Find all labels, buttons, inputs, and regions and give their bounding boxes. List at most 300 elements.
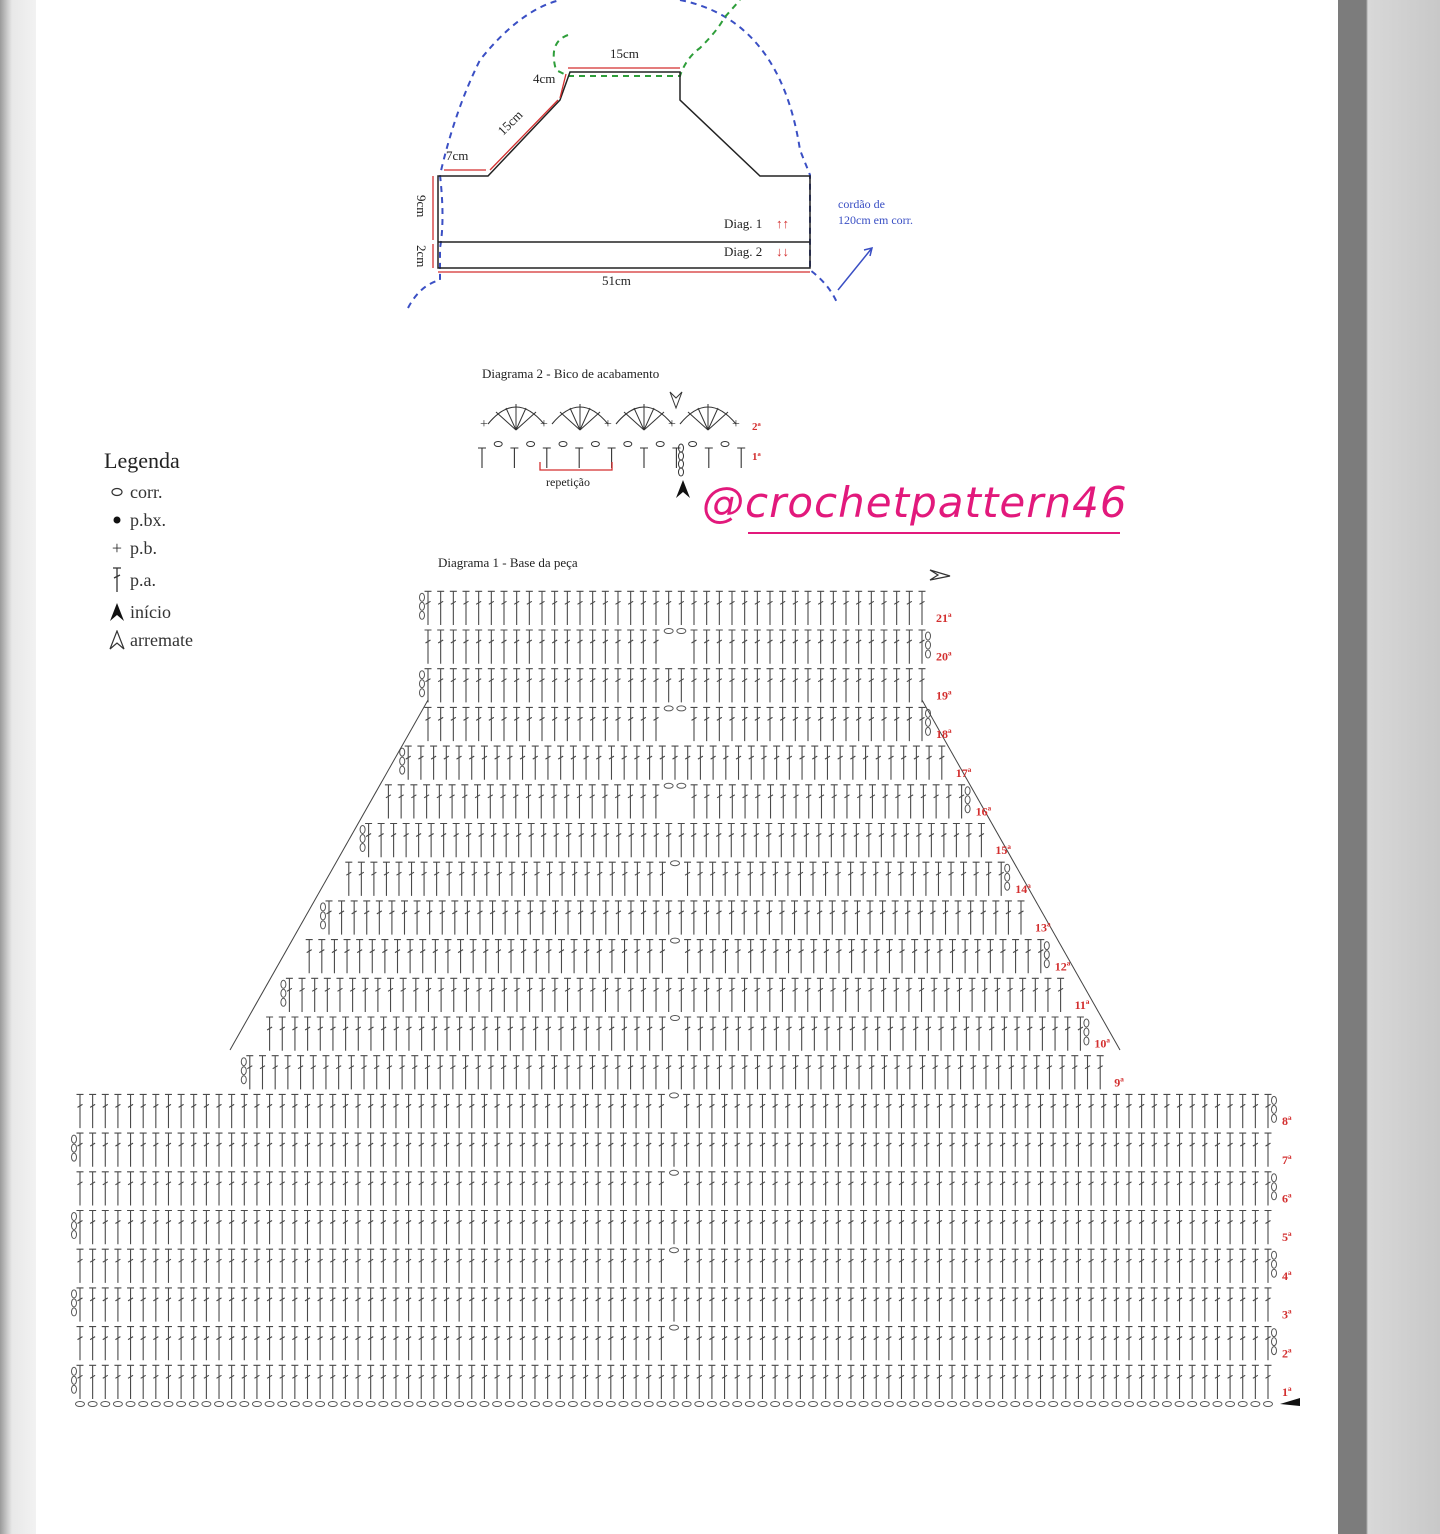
- treble-stitch: [830, 591, 837, 625]
- treble-stitch: [461, 785, 468, 819]
- treble-stitch: [849, 746, 856, 780]
- treble-stitch: [476, 978, 483, 1012]
- treble-stitch: [450, 669, 457, 703]
- row-label-15: 15ª: [995, 843, 1012, 858]
- treble-stitch: [77, 1211, 84, 1245]
- treble-stitch: [1050, 1211, 1057, 1245]
- treble-stitch: [342, 1327, 349, 1361]
- treble-stitch: [1062, 1327, 1069, 1361]
- treble-stitch: [881, 707, 888, 741]
- treble-stitch: [981, 978, 988, 1012]
- foundation-chain: [884, 1402, 893, 1407]
- treble-stitch: [716, 707, 723, 741]
- treble-stitch: [792, 707, 799, 741]
- treble-stitch: [464, 901, 471, 935]
- foundation-chain: [303, 1402, 312, 1407]
- treble-stitch: [873, 1211, 880, 1245]
- turning-chain: [72, 1144, 77, 1152]
- treble-stitch: [1227, 1094, 1234, 1128]
- treble-stitch: [835, 1172, 842, 1206]
- treble-stitch: [228, 1249, 235, 1283]
- treble-stitch: [1239, 1094, 1246, 1128]
- diag2-label: Diag. 2: [724, 244, 763, 259]
- treble-stitch: [456, 1327, 463, 1361]
- treble-stitch: [935, 862, 942, 896]
- treble-stitch: [443, 1365, 450, 1399]
- treble-stitch: [446, 862, 453, 896]
- treble-stitch: [203, 1249, 210, 1283]
- treble-stitch: [1057, 978, 1064, 1012]
- foundation-chain: [556, 1402, 565, 1407]
- treble-stitch: [765, 824, 772, 858]
- treble-stitch: [1227, 1327, 1234, 1361]
- treble-stitch: [703, 630, 710, 664]
- treble-stitch: [1176, 1327, 1183, 1361]
- treble-stitch: [620, 1365, 627, 1399]
- treble-stitch: [922, 862, 929, 896]
- treble-stitch: [544, 1288, 551, 1322]
- treble-stitch: [867, 978, 874, 1012]
- treble-stitch: [1201, 1249, 1208, 1283]
- treble-stitch: [856, 785, 863, 819]
- treble-stitch: [911, 1249, 918, 1283]
- treble-stitch: [595, 1133, 602, 1167]
- treble-stitch: [317, 1172, 324, 1206]
- treble-stitch: [653, 591, 660, 625]
- treble-stitch: [965, 824, 972, 858]
- foundation-chain: [278, 1402, 287, 1407]
- treble-stitch: [329, 1249, 336, 1283]
- treble-stitch: [385, 785, 392, 819]
- treble-stitch: [291, 1017, 298, 1051]
- treble-stitch: [228, 1133, 235, 1167]
- treble-stitch: [767, 707, 774, 741]
- treble-stitch: [418, 1017, 425, 1051]
- treble-stitch: [754, 630, 761, 664]
- treble-stitch: [355, 1288, 362, 1322]
- treble-stitch: [1201, 1365, 1208, 1399]
- treble-stitch: [531, 1327, 538, 1361]
- foundation-chain: [391, 1402, 400, 1407]
- foundation-chain: [758, 1402, 767, 1407]
- treble-stitch: [569, 1249, 576, 1283]
- treble-stitch: [665, 1056, 672, 1090]
- treble-stitch: [721, 1133, 728, 1167]
- treble-stitch: [810, 1133, 817, 1167]
- treble-stitch: [471, 862, 478, 896]
- edging-fan-spoke: [688, 412, 708, 430]
- treble-stitch: [855, 630, 862, 664]
- treble-stitch: [565, 824, 572, 858]
- foundation-chain: [189, 1402, 198, 1407]
- treble-stitch: [887, 746, 894, 780]
- foundation-chain: [227, 1402, 236, 1407]
- treble-stitch: [152, 1211, 159, 1245]
- treble-stitch: [1176, 1172, 1183, 1206]
- treble-stitch: [602, 1056, 609, 1090]
- treble-stitch: [645, 1288, 652, 1322]
- treble-stitch: [279, 1017, 286, 1051]
- treble-stitch: [1138, 1094, 1145, 1128]
- treble-stitch: [949, 1288, 956, 1322]
- treble-stitch: [1033, 1056, 1040, 1090]
- edging-treble: [543, 448, 551, 468]
- treble-stitch: [837, 746, 844, 780]
- treble-stitch: [494, 1094, 501, 1128]
- treble-stitch: [527, 901, 534, 935]
- treble-stitch: [684, 862, 691, 896]
- treble-stitch: [831, 785, 838, 819]
- treble-stitch: [835, 1133, 842, 1167]
- treble-stitch: [291, 1172, 298, 1206]
- foundation-chain: [518, 1402, 527, 1407]
- treble-stitch: [893, 630, 900, 664]
- treble-stitch: [784, 1327, 791, 1361]
- treble-stitch: [506, 1172, 513, 1206]
- treble-stitch: [329, 1133, 336, 1167]
- treble-stitch: [1012, 1133, 1019, 1167]
- treble-stitch: [974, 940, 981, 974]
- treble-stitch: [936, 1133, 943, 1167]
- treble-stitch: [621, 940, 628, 974]
- treble-stitch: [708, 1211, 715, 1245]
- treble-stitch: [514, 901, 521, 935]
- treble-stitch: [539, 591, 546, 625]
- treble-stitch: [1075, 1288, 1082, 1322]
- treble-stitch: [140, 1172, 147, 1206]
- treble-stitch: [906, 591, 913, 625]
- treble-stitch: [640, 630, 647, 664]
- treble-stitch: [430, 1133, 437, 1167]
- treble-stitch: [544, 1211, 551, 1245]
- treble-stitch: [760, 1017, 767, 1051]
- garment-schematic: [408, 0, 913, 308]
- treble-stitch: [127, 1365, 134, 1399]
- treble-stitch: [882, 785, 889, 819]
- treble-stitch: [633, 1288, 640, 1322]
- turning-chain: [241, 1058, 246, 1066]
- treble-stitch: [734, 1133, 741, 1167]
- treble-stitch: [577, 669, 584, 703]
- treble-stitch: [1239, 1211, 1246, 1245]
- treble-stitch: [907, 785, 914, 819]
- treble-stitch: [603, 824, 610, 858]
- turning-chain: [400, 757, 405, 765]
- treble-stitch: [754, 591, 761, 625]
- diagram1-base: [72, 555, 1301, 1407]
- treble-stitch: [481, 1249, 488, 1283]
- treble-stitch: [582, 1133, 589, 1167]
- treble-stitch: [792, 1056, 799, 1090]
- treble-stitch: [1100, 1094, 1107, 1128]
- treble-stitch: [595, 1288, 602, 1322]
- treble-stitch: [595, 1249, 602, 1283]
- treble-stitch: [380, 1211, 387, 1245]
- treble-stitch: [1037, 1211, 1044, 1245]
- treble-stitch: [797, 1365, 804, 1399]
- treble-stitch: [746, 1211, 753, 1245]
- treble-stitch: [329, 1288, 336, 1322]
- treble-stitch: [351, 901, 358, 935]
- treble-stitch: [481, 1288, 488, 1322]
- edging-treble: [705, 448, 713, 468]
- treble-stitch: [1138, 1211, 1145, 1245]
- treble-stitch: [178, 1365, 185, 1399]
- treble-stitch: [936, 1288, 943, 1322]
- treble-stitch: [615, 901, 622, 935]
- treble-stitch: [506, 1249, 513, 1283]
- treble-stitch: [627, 978, 634, 1012]
- treble-stitch: [917, 901, 924, 935]
- treble-stitch: [811, 746, 818, 780]
- treble-stitch: [1100, 1211, 1107, 1245]
- treble-stitch: [1012, 1094, 1019, 1128]
- treble-stitch: [615, 824, 622, 858]
- foundation-chain: [480, 1402, 489, 1407]
- treble-stitch: [873, 1288, 880, 1322]
- row-label-12: 12ª: [1054, 959, 1071, 974]
- treble-stitch: [291, 1094, 298, 1128]
- treble-stitch: [772, 940, 779, 974]
- treble-stitch: [784, 862, 791, 896]
- treble-stitch: [760, 940, 767, 974]
- foundation-chain: [429, 1402, 438, 1407]
- treble-stitch: [784, 1094, 791, 1128]
- treble-stitch: [127, 1094, 134, 1128]
- treble-stitch: [253, 1211, 260, 1245]
- treble-stitch: [746, 1288, 753, 1322]
- treble-stitch: [911, 1211, 918, 1245]
- treble-stitch: [1084, 1056, 1091, 1090]
- treble-stitch: [428, 824, 435, 858]
- treble-stitch: [615, 669, 622, 703]
- treble-stitch: [865, 824, 872, 858]
- treble-stitch: [955, 901, 962, 935]
- treble-stitch: [772, 1133, 779, 1167]
- up-arrows-icon: ↑↑: [776, 216, 789, 231]
- treble-stitch: [551, 978, 558, 1012]
- treble-stitch: [1265, 1211, 1272, 1245]
- treble-stitch: [481, 746, 488, 780]
- treble-stitch: [1024, 1249, 1031, 1283]
- turning-chain: [420, 602, 425, 610]
- treble-stitch: [253, 1249, 260, 1283]
- treble-stitch: [506, 1094, 513, 1128]
- treble-stitch: [741, 1056, 748, 1090]
- treble-stitch: [658, 1365, 665, 1399]
- treble-stitch: [437, 591, 444, 625]
- treble-stitch: [696, 1133, 703, 1167]
- treble-stitch: [784, 1249, 791, 1283]
- treble-stitch: [513, 669, 520, 703]
- treble-stitch: [640, 591, 647, 625]
- treble-stitch: [609, 862, 616, 896]
- treble-stitch: [683, 1365, 690, 1399]
- treble-stitch: [653, 669, 660, 703]
- treble-stitch: [1075, 1249, 1082, 1283]
- treble-stitch: [589, 1056, 596, 1090]
- treble-stitch: [77, 1133, 84, 1167]
- treble-stitch: [595, 1327, 602, 1361]
- treble-stitch: [645, 1094, 652, 1128]
- treble-stitch: [322, 1056, 329, 1090]
- treble-stitch: [615, 591, 622, 625]
- treble-stitch: [443, 1094, 450, 1128]
- treble-stitch: [1138, 1365, 1145, 1399]
- chain-oval-icon: [104, 487, 130, 497]
- treble-stitch: [165, 1288, 172, 1322]
- treble-stitch: [728, 901, 735, 935]
- treble-stitch: [1189, 1211, 1196, 1245]
- treble-stitch: [228, 1365, 235, 1399]
- treble-stitch: [967, 901, 974, 935]
- treble-stitch: [1025, 940, 1032, 974]
- treble-stitch: [494, 1172, 501, 1206]
- treble-stitch: [380, 1327, 387, 1361]
- treble-stitch: [999, 1211, 1006, 1245]
- treble-stitch: [948, 862, 955, 896]
- treble-stitch: [589, 669, 596, 703]
- treble-stitch: [279, 1327, 286, 1361]
- treble-stitch: [961, 1094, 968, 1128]
- diagram1-title: Diagrama 1 - Base da peça: [438, 555, 578, 570]
- treble-stitch: [621, 862, 628, 896]
- treble-stitch: [342, 1017, 349, 1051]
- treble-stitch: [708, 1365, 715, 1399]
- treble-stitch: [708, 1133, 715, 1167]
- treble-stitch: [1151, 1094, 1158, 1128]
- treble-stitch: [703, 824, 710, 858]
- treble-stitch: [684, 940, 691, 974]
- treble-stitch: [780, 785, 787, 819]
- treble-stitch: [378, 824, 385, 858]
- treble-stitch: [721, 1365, 728, 1399]
- treble-stitch: [1176, 1365, 1183, 1399]
- treble-stitch: [1052, 1017, 1059, 1051]
- treble-stitch: [394, 940, 401, 974]
- treble-stitch: [335, 1056, 342, 1090]
- treble-stitch: [759, 1172, 766, 1206]
- treble-stitch: [317, 1017, 324, 1051]
- edging-chain: [721, 442, 729, 447]
- treble-stitch: [873, 1094, 880, 1128]
- treble-stitch: [772, 862, 779, 896]
- turning-chain: [360, 835, 365, 843]
- treble-stitch: [721, 1327, 728, 1361]
- treble-stitch: [266, 1249, 273, 1283]
- shaping-edge: [922, 700, 1120, 1050]
- treble-stitch: [1252, 1172, 1259, 1206]
- treble-stitch: [1252, 1211, 1259, 1245]
- treble-stitch: [936, 1172, 943, 1206]
- treble-stitch: [742, 785, 749, 819]
- treble-stitch: [999, 1365, 1006, 1399]
- treble-stitch: [1088, 1211, 1095, 1245]
- treble-stitch: [823, 940, 830, 974]
- treble-stitch: [526, 591, 533, 625]
- treble-stitch: [1201, 1094, 1208, 1128]
- treble-stitch: [456, 1288, 463, 1322]
- treble-stitch: [253, 1133, 260, 1167]
- treble-stitch: [958, 785, 965, 819]
- treble-stitch: [923, 1133, 930, 1167]
- treble-stitch: [868, 591, 875, 625]
- treble-stitch: [817, 1056, 824, 1090]
- treble-stitch: [1239, 1172, 1246, 1206]
- treble-stitch: [919, 707, 926, 741]
- foundation-chain: [177, 1402, 186, 1407]
- treble-stitch: [595, 1172, 602, 1206]
- treble-stitch: [974, 1249, 981, 1283]
- chain-stitch: [670, 1325, 679, 1330]
- treble-stitch: [418, 1094, 425, 1128]
- dim-slope: 15cm: [494, 107, 526, 139]
- treble-stitch: [640, 785, 647, 819]
- treble-stitch: [602, 630, 609, 664]
- treble-stitch: [1227, 1288, 1234, 1322]
- treble-stitch: [453, 824, 460, 858]
- treble-stitch: [190, 1249, 197, 1283]
- treble-stitch: [881, 669, 888, 703]
- treble-stitch: [928, 824, 935, 858]
- treble-stitch: [828, 824, 835, 858]
- turning-chain: [420, 680, 425, 688]
- row-labels: [936, 611, 1292, 1399]
- treble-stitch: [627, 1056, 634, 1090]
- treble-stitch: [708, 1249, 715, 1283]
- edging-row-2-label: 2ª: [752, 421, 761, 433]
- treble-stitch: [463, 978, 470, 1012]
- treble-stitch: [987, 940, 994, 974]
- treble-stitch: [759, 1211, 766, 1245]
- treble-stitch: [678, 824, 685, 858]
- treble-stitch: [822, 1288, 829, 1322]
- treble-stitch: [520, 940, 527, 974]
- foundation-chain: [467, 1402, 476, 1407]
- treble-stitch: [1214, 1249, 1221, 1283]
- treble-stitch: [539, 630, 546, 664]
- treble-stitch: [329, 1365, 336, 1399]
- treble-stitch: [468, 1249, 475, 1283]
- treble-stitch: [929, 901, 936, 935]
- turning-chain: [360, 844, 365, 852]
- treble-stitch: [804, 978, 811, 1012]
- treble-stitch: [805, 630, 812, 664]
- treble-stitch: [640, 1056, 647, 1090]
- treble-stitch: [419, 940, 426, 974]
- row-label-14: 14ª: [1015, 881, 1031, 896]
- edging-fan-spoke: [496, 412, 516, 430]
- treble-stitch: [569, 1172, 576, 1206]
- treble-stitch: [1265, 1249, 1272, 1283]
- treble-stitch: [986, 1288, 993, 1322]
- treble-stitch: [457, 940, 464, 974]
- legend-label: início: [130, 601, 171, 622]
- treble-stitch: [487, 1056, 494, 1090]
- treble-stitch: [790, 824, 797, 858]
- treble-stitch: [241, 1365, 248, 1399]
- treble-stitch: [304, 1288, 311, 1322]
- treble-stitch: [1201, 1133, 1208, 1167]
- treble-stitch: [697, 862, 704, 896]
- treble-stitch: [481, 1094, 488, 1128]
- treble-stitch: [1189, 1365, 1196, 1399]
- treble-stitch: [728, 978, 735, 1012]
- treble-stitch: [449, 785, 456, 819]
- foundation-chain: [366, 1402, 375, 1407]
- treble-stitch: [317, 1133, 324, 1167]
- treble-stitch: [1024, 1172, 1031, 1206]
